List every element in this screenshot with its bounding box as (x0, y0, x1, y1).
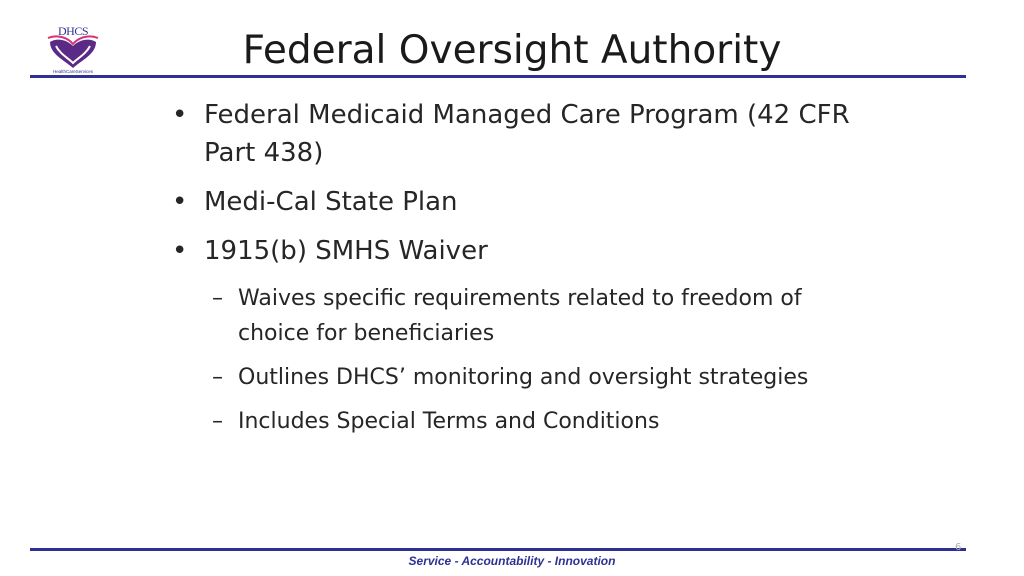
sub-bullet-text: Outlines DHCS’ monitoring and oversight strategies (238, 365, 809, 390)
sub-bullet-item (212, 281, 850, 351)
logo-text-bottom: HealthCareServices (52, 69, 94, 74)
dash-icon: – (212, 409, 223, 434)
bullet-icon: • (172, 100, 188, 130)
slide-title: Federal Oversight Authority (242, 28, 782, 73)
dash-icon: – (212, 286, 223, 311)
title-divider (30, 75, 966, 78)
bullet-item (170, 232, 850, 270)
bullet-icon: • (172, 236, 188, 266)
sub-bullet-item (212, 404, 850, 439)
bullet-text: 1915(b) SMHS Waiver (204, 236, 488, 266)
bullet-text: Federal Medicaid Managed Care Program (42 CFR Part 438) (204, 100, 850, 168)
footer-divider (30, 548, 966, 551)
bullet-list (170, 96, 850, 448)
bullet-text: Medi-Cal State Plan (204, 187, 458, 217)
dash-icon: – (212, 365, 223, 390)
bullet-item (170, 96, 850, 172)
sub-bullet-text: Waives specific requirements related to freedom of choice for beneficiaries (238, 286, 802, 346)
sub-bullet-text: Includes Special Terms and Conditions (238, 409, 660, 434)
footer-tagline: Service - Accountability - Innovation (408, 554, 616, 568)
logo-text-top: DHCS (57, 24, 89, 38)
sub-bullet-item (212, 360, 850, 395)
sub-bullet-list (170, 281, 850, 439)
bullet-icon: • (172, 187, 188, 217)
bullet-item (170, 183, 850, 221)
page-number: 6 (955, 542, 962, 553)
